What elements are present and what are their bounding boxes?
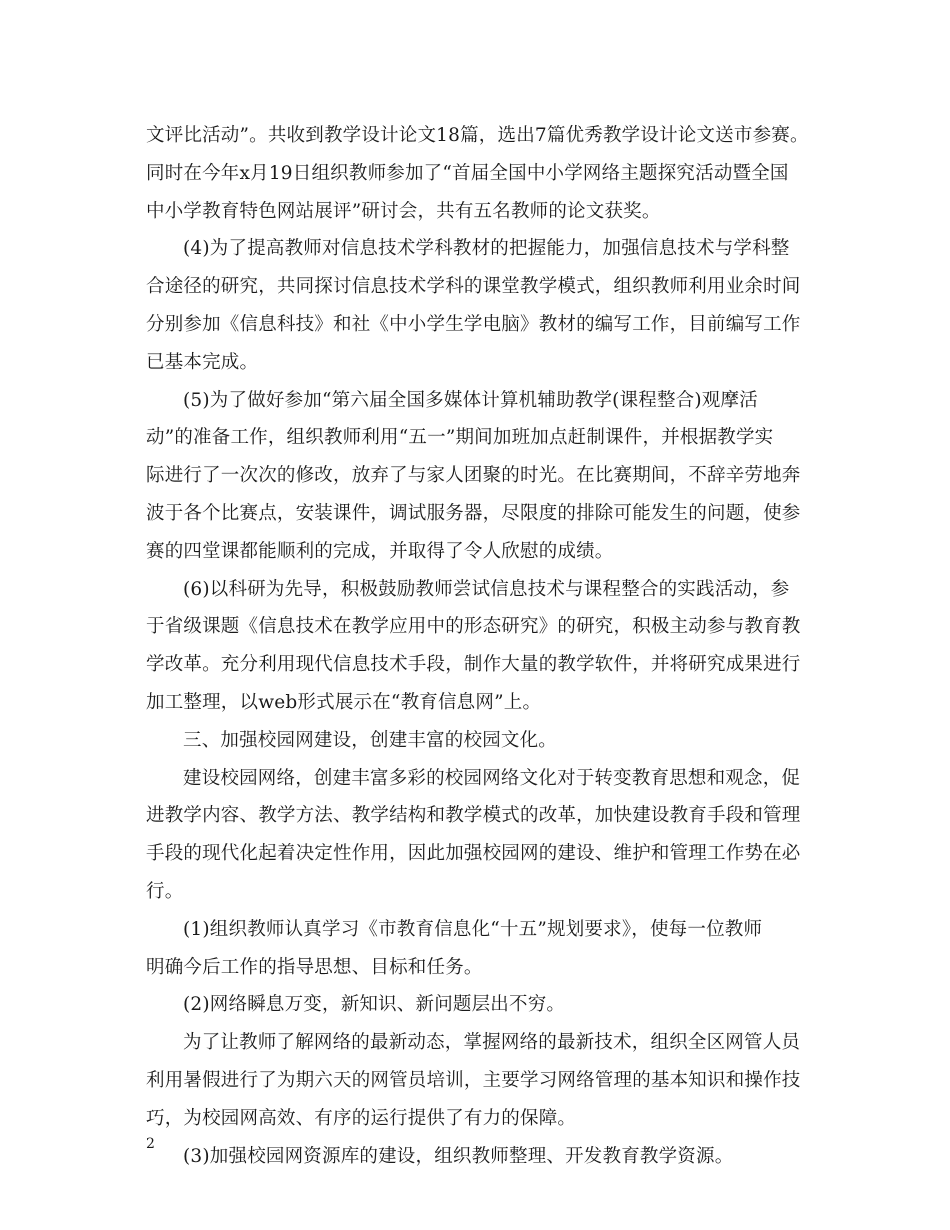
paragraph-start-line: (2)网络瞬息万变，新知识、新问题层出不穷。 — [183, 994, 566, 1016]
text-line: 赛的四堂课都能顺利的完成，并取得了令人欣慰的成绩。 — [146, 540, 614, 562]
paragraph-start-line: 为了让教师了解网络的最新动态，掌握网络的最新技术，组织全区网管人员 — [183, 1032, 801, 1054]
text-line: 已基本完成。 — [146, 351, 259, 373]
paragraph-start-line: 建设校园网络，创建丰富多彩的校园网络文化对于转变教育思想和观念，促 — [183, 767, 801, 789]
text-line: 合途径的研究，共同探讨信息技术学科的课堂教学模式，组织教师利用业余时间 — [146, 276, 801, 298]
text-line: 文评比活动”。共收到教学设计论文18篇，选出7篇优秀教学设计论文送市参赛。 — [146, 125, 809, 146]
paragraph-start-line: (4)为了提高教师对信息技术学科教材的把握能力，加强信息技术与学科整 — [183, 238, 790, 260]
paragraph-start-line: (1)组织教师认真学习《市教育信息化“十五”规划要求》，使每一位教师 — [183, 918, 763, 940]
text-line: 分别参加《信息科技》和社《中小学生学电脑》教材的编写工作，目前编写工作 — [146, 313, 801, 335]
text-line: 巧，为校园网高效、有序的运行提供了有力的保障。 — [146, 1107, 577, 1129]
text-line: 学改革。充分利用现代信息技术手段，制作大量的教学软件，并将研究成果进行 — [146, 654, 801, 676]
text-line: 中小学教育特色网站展评”研讨会，共有五名教师的论文获奖。 — [146, 200, 661, 222]
document-body — [146, 117, 811, 1175]
text-line: 于省级课题《信息技术在教学应用中的形态研究》的研究，积极主动参与教育教 — [146, 616, 801, 638]
text-line: 明确今后工作的指导思想、目标和任务。 — [146, 956, 483, 978]
paragraph-start-line: (5)为了做好参加“第六届全国多媒体计算机辅助教学(课程整合)观摩活 — [183, 389, 758, 411]
text-line: 同时在今年x月19日组织教师参加了“首届全国中小学网络主题探究活动暨全国 — [146, 162, 789, 184]
page-number: 2 — [146, 1136, 155, 1152]
text-line: 手段的现代化起着决定性作用，因此加强校园网的建设、维护和管理工作势在必 — [146, 843, 801, 865]
text-line: 行。 — [146, 880, 184, 902]
text-line: 波于各个比赛点，安装课件，调试服务器，尽限度的排除可能发生的问题，使参 — [146, 502, 801, 524]
text-line: 动”的准备工作，组织教师利用“五一”期间加班加点赶制课件，并根据教学实 — [146, 427, 774, 449]
section-heading: 三、加强校园网建设，创建丰富的校园文化。 — [183, 729, 558, 751]
paragraph-start-line: (3)加强校园网资源库的建设，组织教师整理、开发教育教学资源。 — [183, 1145, 734, 1167]
text-line: 加工整理，以web形式展示在“教育信息网”上。 — [146, 691, 542, 713]
paragraph-start-line: (6)以科研为先导，积极鼓励教师尝试信息技术与课程整合的实践活动，参 — [183, 578, 790, 600]
text-line: 际进行了一次次的修改，放弃了与家人团聚的时光。在比赛期间，不辞辛劳地奔 — [146, 465, 801, 487]
text-line: 利用暑假进行了为期六天的网管员培训，主要学习网络管理的基本知识和操作技 — [146, 1069, 801, 1091]
text-line: 进教学内容、教学方法、教学结构和教学模式的改革，加快建设教育手段和管理 — [146, 805, 801, 827]
